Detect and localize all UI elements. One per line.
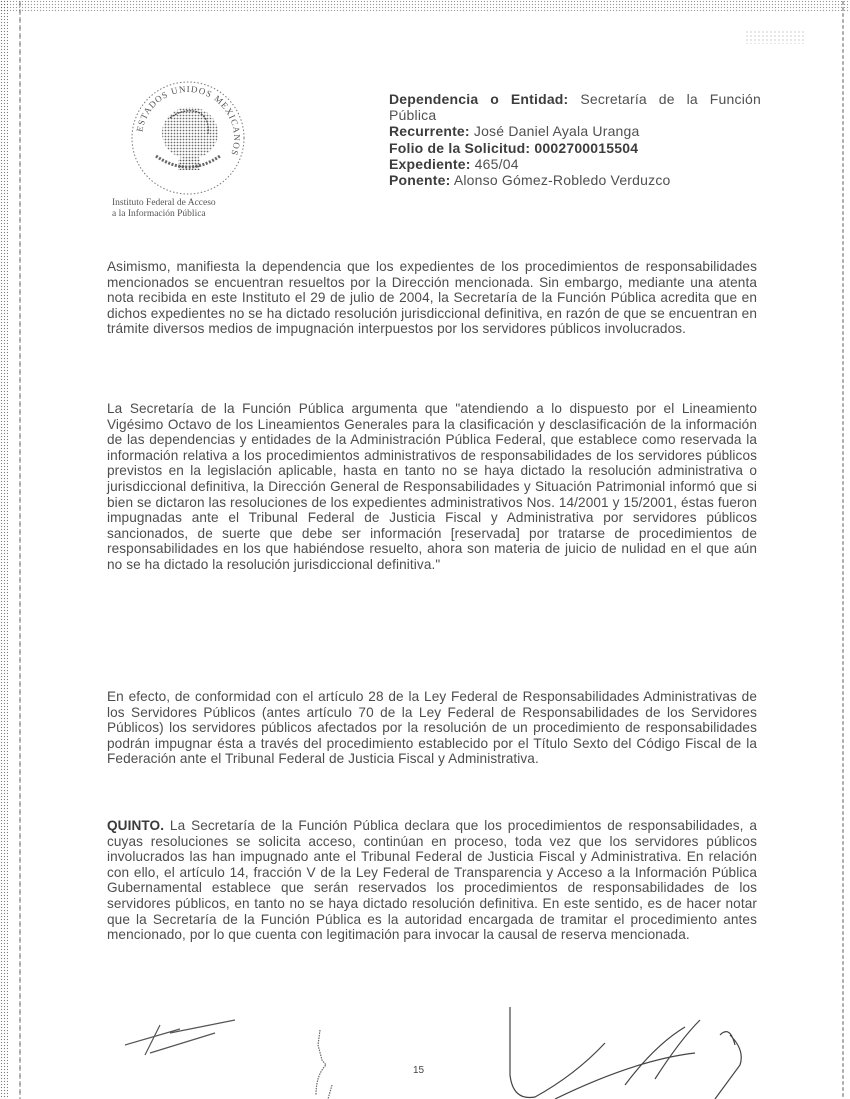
recurrente-row bbox=[389, 123, 761, 139]
dependencia-value: Secretaría de la Función Pública bbox=[389, 91, 761, 124]
scan-border-top bbox=[0, 0, 850, 12]
national-seal-icon bbox=[128, 78, 248, 198]
ponente-value: Alonso Gómez-Robledo Verduzco bbox=[453, 172, 671, 189]
folio-row bbox=[389, 140, 761, 156]
dependencia-row bbox=[389, 91, 761, 123]
page-number: 15 bbox=[413, 1065, 425, 1076]
quinto-text: La Secretaría de la Función Pública declara que los procedimientos de responsabilidades, a cuyas resoluciones se solicita acceso, continúan en proceso, toda vez que los servidores públicos involucrados las han impugnado ante el Tribunal Federal de Justicia Fiscal y Administrativa. En relación con ello, el artículo 14, fracción V de la Ley Federal de Transparencia y Acceso a la Información Pública Gubernamental establece que serán reservados los procedimientos de responsabilidades de los servidores públicos, en tanto no se haya dictado resolución definitiva. En este sentido, es de hacer notar que la Secretaría de la Función Pública es la autoridad encargada de tramitar el procedimiento antes mencionado, por lo que cuenta con legitimación para invocar la causal de reserva mencionada. bbox=[107, 818, 757, 943]
caption-line-2: a la Información Pública bbox=[112, 209, 206, 219]
signature-right-icon bbox=[505, 1005, 760, 1099]
signature-bracket-icon bbox=[310, 1025, 350, 1099]
paragraph-asimismo: Asimismo, manifiesta la dependencia que los expedientes de los procedimientos de responsabilidades mencionados se encuentran resueltos por la Dirección mencionada. Sin embargo, mediante una atenta nota recibida en este Instituto el 29 de julio de 2004, la Secretaría de la Función Pública acredita que en dichos expedientes no se ha dictado resolución jurisdiccional definitiva, en razón de que se encuentran en trámite diversos medios de impugnación interpuestos por los servidores públicos involucrados. bbox=[107, 259, 757, 337]
institution-caption bbox=[112, 198, 262, 220]
caption-line-1: Instituto Federal de Acceso bbox=[112, 198, 216, 208]
recurrente-value: José Daniel Ayala Uranga bbox=[473, 123, 640, 140]
expediente-row bbox=[389, 156, 761, 172]
case-header bbox=[389, 91, 761, 188]
signature-left-icon bbox=[120, 1015, 250, 1060]
paragraph-en-efecto: En efecto, de conformidad con el artículo 28 de la Ley Federal de Responsabilidades Administrativas de los Servidores Públicos (antes artículo 70 de la Ley Federal de Responsabilidades de los Servidores Públicos) los servidores públicos afectados por la resolución de un procedimiento de responsabilidades podrán impugnar ésta a través del procedimiento establecido por el Título Sexto del Código Fiscal de la Federación ante el Tribunal Federal de Justicia Fiscal y Administrativa. bbox=[107, 689, 757, 767]
folio-label: Folio de la Solicitud: bbox=[389, 139, 531, 156]
scan-mark bbox=[745, 30, 805, 44]
recurrente-label: Recurrente: bbox=[389, 123, 470, 140]
expediente-value: 465/04 bbox=[474, 155, 519, 172]
dependencia-label: Dependencia o Entidad: bbox=[389, 91, 569, 107]
paragraph-argumento-secretaria: La Secretaría de la Función Pública argumenta que "atendiendo a lo dispuesto por el Lineamiento Vigésimo Octavo de los Lineamientos Generales para la clasificación y desclasificación de la información de las dependencias y entidades de la Administración Pública Federal, que establece como reservada la información relativa a los procedimientos administrativos de responsabilidades de los servidores públicos previstos en la legislación aplicable, hasta en tanto no se haya dictado la resolución administrativa o jurisdiccional definitiva, la Dirección General de Responsabilidades y Situación Patrimonial informó que si bien se dictaron las resoluciones de los expedientes administrativos Nos. 14/2001 y 15/2001, éstas fueron impugnadas ante el Tribunal Federal de Justicia Fiscal y Administrativa por servidores públicos sancionados, de suerte que debe ser información [reservada] por tratarse de procedimientos de responsabilidades en los que habiéndose resuelto, ahora son materia de juicio de nulidad en el que aún no se ha dictado la resolución jurisdiccional definitiva." bbox=[107, 401, 757, 572]
scan-border-right bbox=[842, 0, 844, 1099]
expediente-label: Expediente: bbox=[389, 155, 471, 172]
folio-value: 0002700015504 bbox=[534, 139, 639, 156]
paragraph-quinto bbox=[107, 818, 757, 943]
scan-border-left-dots bbox=[19, 0, 21, 1099]
quinto-heading: QUINTO. bbox=[107, 818, 165, 833]
scan-border-left bbox=[0, 0, 8, 1099]
ponente-row bbox=[389, 172, 761, 188]
seal-ring-text: ESTADOS UNIDOS MEXICANOS bbox=[134, 83, 243, 158]
ponente-label: Ponente: bbox=[389, 172, 451, 189]
